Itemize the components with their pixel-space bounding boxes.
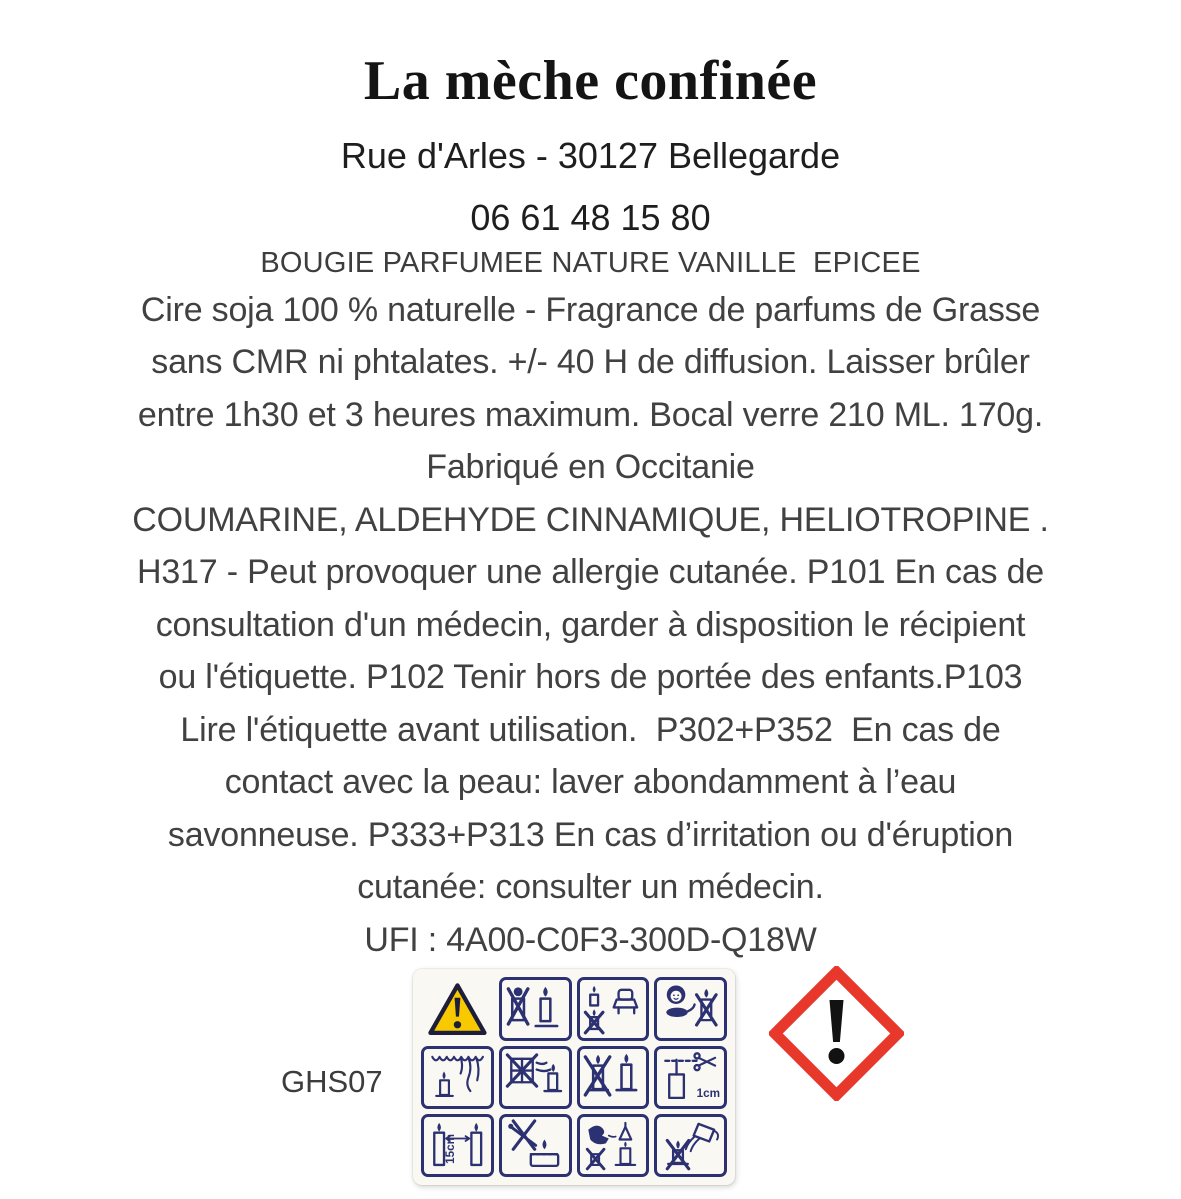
use-snuffer-icon xyxy=(582,1119,643,1172)
pictogram-cell xyxy=(499,1046,572,1109)
candle-safety-pictogram-sticker xyxy=(413,969,735,1185)
pictogram-cell xyxy=(654,977,727,1040)
pictogram-cell xyxy=(421,977,494,1040)
brand-phone: 06 61 48 15 80 xyxy=(470,196,711,238)
label-text-line: COUMARINE, ALDEHYDE CINNAMIQUE, HELIOTROPINE . xyxy=(132,500,1049,539)
label-text-line: H317 - Peut provoquer une allergie cutanée. P101 En cas de xyxy=(136,553,1044,592)
pictogram-cell xyxy=(499,1114,572,1177)
product-title: BOUGIE PARFUMEE NATURE VANILLE EPICEE xyxy=(260,246,921,279)
label-text-line: ou l'étiquette. P102 Tenir hors de portée des enfants.P103 xyxy=(158,658,1023,697)
pictogram-cell xyxy=(421,1114,494,1177)
exclamation-mark-icon xyxy=(769,966,904,1101)
label-text-line: contact avec la peau: laver abondamment à l’eau xyxy=(224,763,957,802)
brand-name: La mèche confinée xyxy=(363,50,818,112)
pictogram-cell xyxy=(499,977,572,1040)
candle-distance-label: 15cm xyxy=(443,1134,457,1165)
candle-distance-icon xyxy=(427,1119,488,1172)
label-text-line: savonneuse. P333+P313 En cas d’irritation ou d'éruption xyxy=(167,815,1014,854)
keep-candles-apart-icon xyxy=(582,1051,643,1104)
pictogram-cell xyxy=(577,977,650,1040)
keep-away-children-pets-icon xyxy=(660,983,721,1036)
avoid-drafts-icon xyxy=(504,1051,565,1104)
label-text-line: consultation d'un médecin, garder à disposition le récipient xyxy=(155,605,1026,644)
never-leave-unattended-icon xyxy=(504,983,565,1036)
label-text-line: Fabriqué en Occitanie xyxy=(426,448,755,487)
label-text-line: sans CMR ni phtalates. +/- 40 H de diffusion. Laisser brûler xyxy=(151,343,1030,382)
label-text-line: Lire l'étiquette avant utilisation. P302+P352 En cas de xyxy=(180,710,1001,749)
label-body-text xyxy=(0,284,1181,967)
pictogram-cell xyxy=(654,1046,727,1109)
hazard-section xyxy=(0,966,1181,1199)
keep-away-from-furniture-icon xyxy=(582,983,643,1036)
warning-triangle-icon xyxy=(424,980,491,1038)
pictogram-cell xyxy=(577,1046,650,1109)
ufi-code-line: UFI : 4A00-C0F3-300D-Q18W xyxy=(364,920,817,959)
keep-away-from-flammables-icon xyxy=(427,1051,488,1104)
brand-address: Rue d'Arles - 30127 Bellegarde xyxy=(340,134,841,176)
label-text-line: cutanée: consulter un médecin. xyxy=(357,868,824,907)
trim-wick-icon xyxy=(660,1051,721,1104)
label-text-line: entre 1h30 et 3 heures maximum. Bocal verre 210 ML. 170g. xyxy=(137,395,1044,434)
ghs-code-label: GHS07 xyxy=(281,1064,383,1100)
pictogram-cell xyxy=(421,1046,494,1109)
label-text-line: Cire soja 100 % naturelle - Fragrance de parfums de Grasse xyxy=(140,290,1041,329)
no-water-icon xyxy=(660,1119,721,1172)
pictogram-cell xyxy=(577,1114,650,1177)
keep-wax-clear-icon xyxy=(504,1119,565,1172)
wick-trim-length-label: 1cm xyxy=(696,1086,720,1100)
pictogram-cell xyxy=(654,1114,727,1177)
ghs07-hazard-diamond xyxy=(769,966,904,1101)
